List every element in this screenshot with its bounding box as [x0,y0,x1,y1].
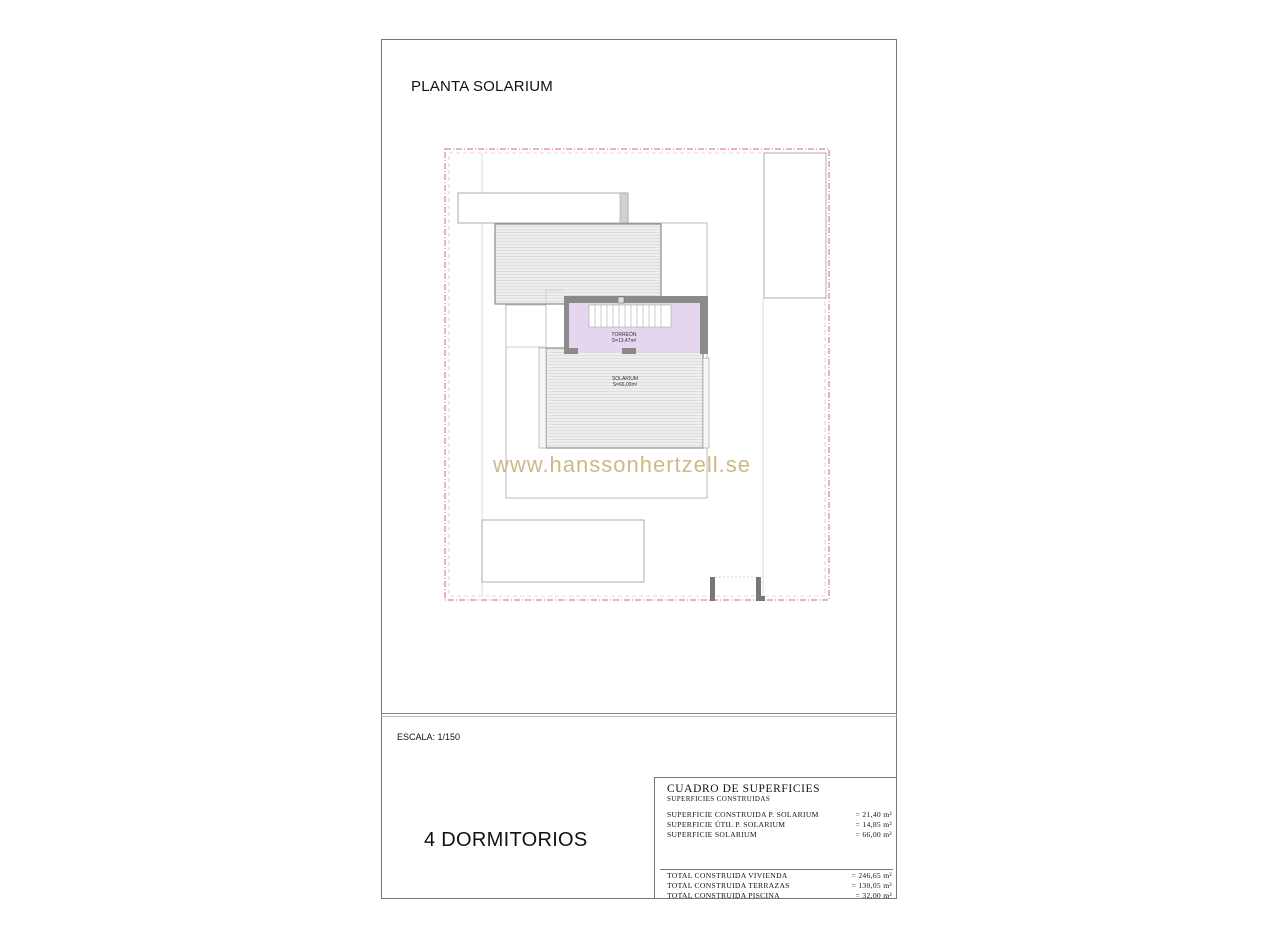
watermark: www.hanssonhertzell.se [493,452,752,477]
solarium-label: SOLARIUM [611,376,639,382]
plan-title: PLANTA SOLARIUM [411,78,553,95]
torreon-area: S=13,47m² [611,338,637,344]
table-title: CUADRO DE SUPERFICIES [667,783,821,795]
solarium-area: S=66,00m² [612,382,638,388]
torreon-label: TORREÓN [611,332,637,338]
solarium-terrace [546,348,703,448]
pergola-block [458,193,628,223]
table-separator [660,869,893,870]
pool-block [764,153,826,298]
staircase [589,305,671,327]
garden-block [482,520,644,582]
table-subtitle: SUPERFICIES CONSTRUIDAS [667,795,771,803]
roof-deck [495,224,661,304]
entrance-gate [710,577,765,601]
surfaces-table: CUADRO DE SUPERFICIES SUPERFICIES CONSTRUIDAS SUPERFICIE CONSTRUIDA P. SOLARIUM = 21,40 m² SUPERFICIE ÚTIL P. SOLARIUM = 14,85 m² SUPERFICIE SOLARIUM = 66,00 m² TOTAL CONSTRUIDA VIVIENDA = 246,65 m² TOTAL CONSTRUIDA TERRAZAS = 130,05 m² TOTAL CONSTRUIDA PISCINA = 32,00 m² [654,777,897,899]
bedrooms-label: 4 DORMITORIOS [424,829,588,851]
scale-label: ESCALA: 1/150 [397,732,461,742]
